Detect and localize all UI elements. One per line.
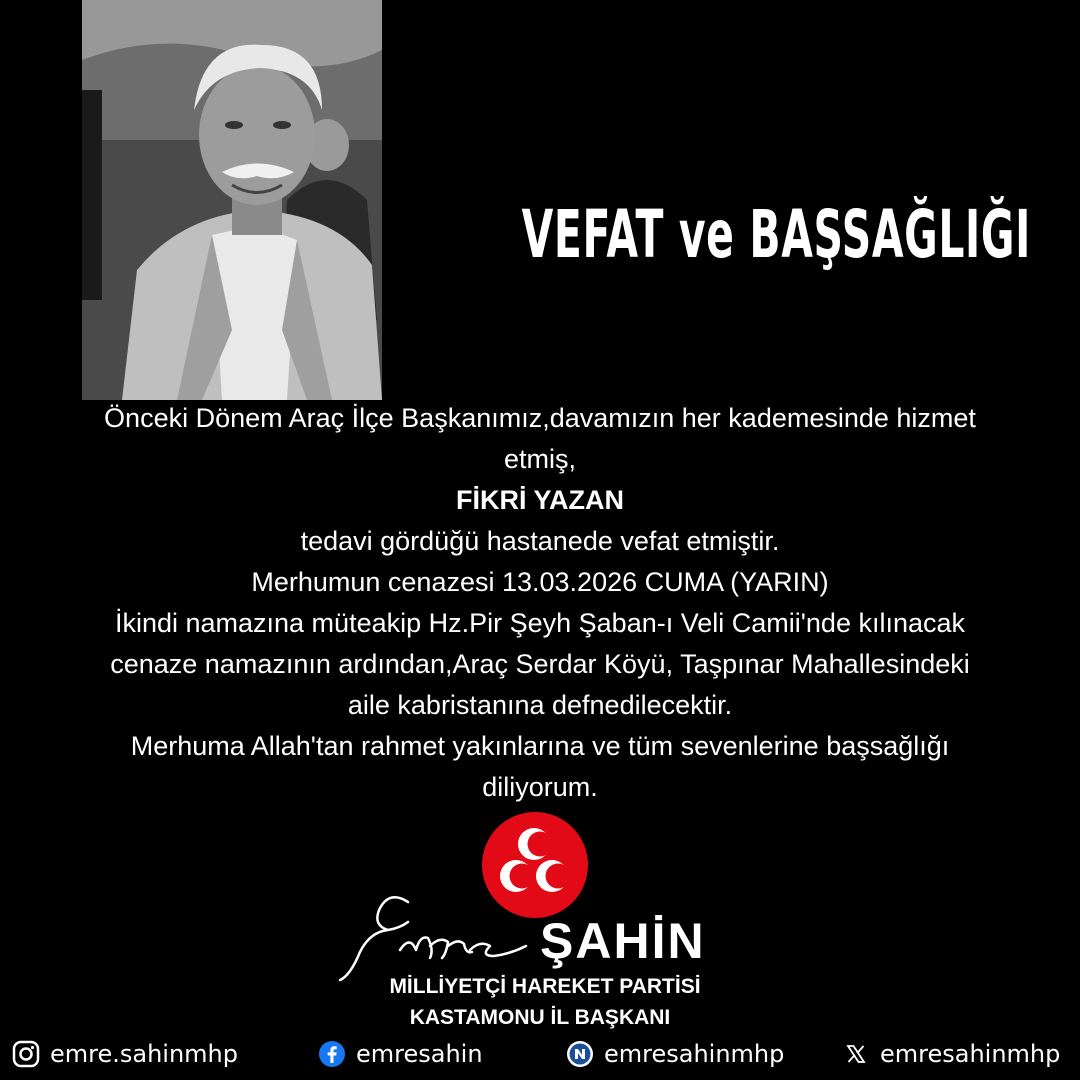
instagram-icon [12, 1040, 40, 1068]
message-line: Merhuma Allah'tan rahmet yakınlarına ve tüm sevenlerine başsağlığı [130, 731, 950, 761]
signature-emre [330, 880, 560, 990]
message-line: İkindi namazına müteakip Hz.Pir Şeyh Şaban-ı Veli Camii'nde kılınacak [114, 608, 966, 638]
nsosyal-icon [566, 1040, 594, 1068]
funeral-date: Merhumun cenazesi 13.03.2026 CUMA (YARIN) [251, 567, 829, 597]
signer-position: KASTAMONU İL BAŞKANI [409, 1006, 671, 1029]
portrait-image [82, 0, 382, 400]
portrait-photo [82, 0, 382, 400]
message-line: tedavi gördüğü hastanede vefat etmiştir. [300, 526, 780, 556]
message-line: etmiş, [503, 444, 576, 474]
facebook-handle: emresahin [356, 1040, 483, 1068]
social-facebook [318, 1036, 483, 1072]
message-line: cenaze namazının ardından,Araç Serdar Köyü, Taşpınar Mahallesindeki [110, 649, 970, 679]
signer-surname: ŞAHİN [540, 913, 706, 969]
page-title: VEFAT ve BAŞSAĞLIĞI [521, 196, 1031, 273]
condolence-message [40, 398, 1040, 808]
deceased-name: FİKRİ YAZAN [455, 485, 625, 515]
x-handle: emresahinmhp [880, 1040, 1061, 1068]
social-nsosyal [566, 1036, 784, 1072]
facebook-icon [318, 1040, 346, 1068]
instagram-handle: emre.sahinmhp [50, 1040, 239, 1068]
nsosyal-handle: emresahinmhp [604, 1040, 785, 1068]
message-line: diliyorum. [482, 772, 598, 802]
message-line: Önceki Dönem Araç İlçe Başkanımız,davamızın her kademesinde hizmet [104, 403, 976, 433]
message-line: aile kabristanına defnedilecektir. [347, 690, 733, 720]
x-icon [842, 1040, 870, 1068]
social-instagram [12, 1036, 238, 1072]
social-x [842, 1036, 1060, 1072]
party-name: MİLLİYETÇİ HAREKET PARTİSİ [389, 975, 701, 998]
